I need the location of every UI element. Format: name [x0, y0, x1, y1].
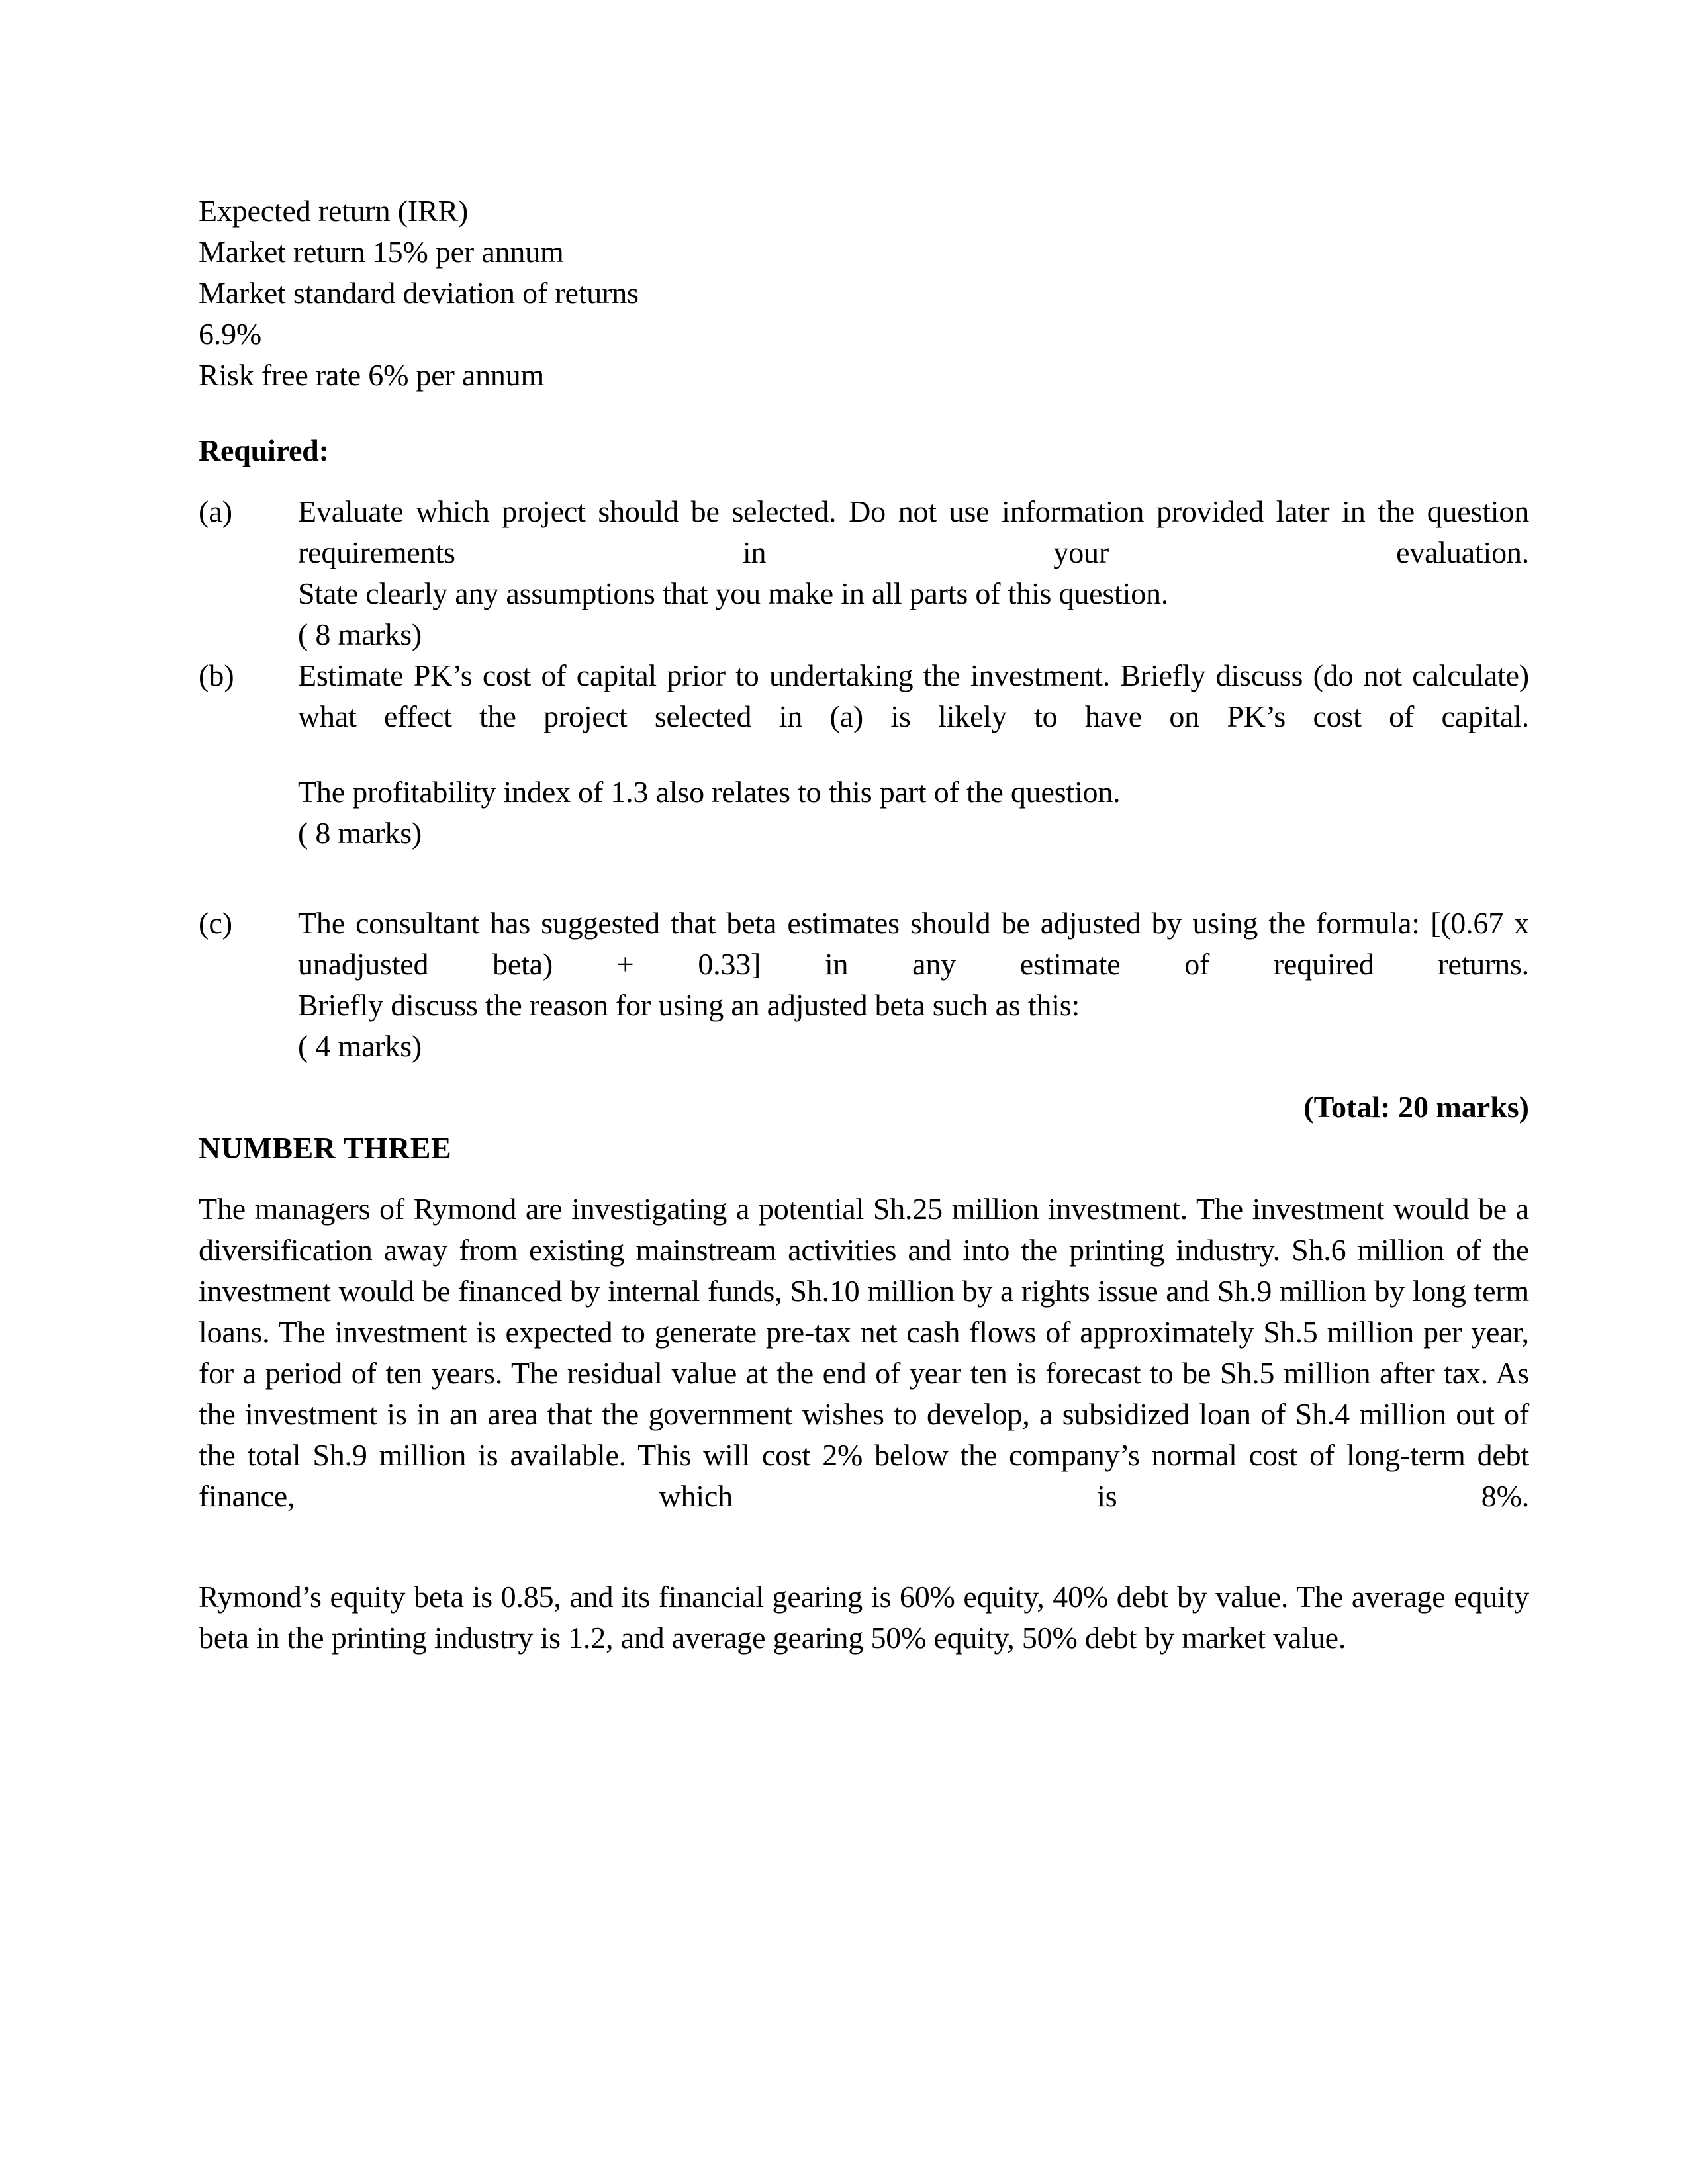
question-three-paragraph-1: The managers of Rymond are investigating a potential Sh.25 million investment. The investment would be a diversification away from existing mainstream activities and into the printing industry. Sh.6 million of the investment would be financed by internal funds, Sh.10 million by a rights issue and Sh.9 million by long term loans. The investment is expected to generate pre-tax net cash flows of approximately Sh.5 million per year, for a period of ten years. The residual value at the end of year ten is forecast to be Sh.5 million after tax. As the investment is in an area that the government wishes to develop, a subsidized loan of Sh.4 million out of the total Sh.9 million is available. This will cost 2% below the company’s normal cost of long-term debt finance, which is 8%.: [199, 1192, 1529, 1513]
spacer: [199, 1169, 1529, 1189]
required-heading: Required:: [199, 433, 329, 467]
question-three-heading: NUMBER THREE: [199, 1131, 452, 1165]
item-c-marks: ( 4 marks): [298, 1029, 422, 1063]
item-body-a: [298, 491, 1529, 655]
item-body-c: [298, 903, 1529, 1067]
item-b-profitability-index: The profitability index of 1.3 also relates to this part of the question.: [298, 775, 1121, 809]
intro-line-market-std-dev: Market standard deviation of returns: [199, 276, 639, 310]
item-a-text: Evaluate which project should be selected. Do not use information provided later in the question requirements in your evaluation.: [298, 494, 1529, 569]
requirement-item-a: [199, 491, 1529, 655]
intro-line-std-dev-value: 6.9%: [199, 317, 262, 351]
item-a-marks: ( 8 marks): [298, 617, 422, 651]
item-body-b: [298, 655, 1529, 854]
spacer: [199, 1067, 1529, 1087]
item-b-marks: ( 8 marks): [298, 816, 422, 850]
total-marks: (Total: 20 marks): [1303, 1090, 1529, 1124]
intro-line-market-return: Market return 15% per annum: [199, 235, 564, 269]
requirement-item-b: [199, 655, 1529, 854]
requirement-item-c: [199, 903, 1529, 1067]
item-marker-c: (c): [199, 906, 233, 940]
spacer: [298, 737, 1529, 772]
item-c-briefly-discuss: Briefly discuss the reason for using an adjusted beta such as this:: [298, 988, 1080, 1022]
item-b-text: Estimate PK’s cost of capital prior to undertaking the investment. Briefly discuss (do not calculate) what effect the project selected in (a) is likely to have on PK’s cost of capital.: [298, 659, 1529, 733]
item-c-text: The consultant has suggested that beta estimates should be adjusted by using the formula: [(0.67 x unadjusted beta) + 0.33] in any estimate of required returns.: [298, 906, 1529, 981]
item-marker-b: (b): [199, 659, 234, 692]
intro-line-risk-free-rate: Risk free rate 6% per annum: [199, 358, 545, 392]
intro-block: [199, 191, 1529, 396]
item-marker-a: (a): [199, 494, 233, 528]
page-content: [199, 191, 1529, 1659]
spacer: [199, 396, 1529, 430]
spacer: [199, 471, 1529, 491]
question-three-paragraph-2: Rymond’s equity beta is 0.85, and its financial gearing is 60% equity, 40% debt by value. The average equity beta in the printing industry is 1.2, and average gearing 50% equity, 50% debt by market value.: [199, 1580, 1529, 1655]
spacer: [199, 1517, 1529, 1576]
spacer: [199, 854, 1529, 903]
intro-line-expected-return: Expected return (IRR): [199, 194, 469, 228]
item-a-assumptions: State clearly any assumptions that you make in all parts of this question.: [298, 576, 1169, 610]
